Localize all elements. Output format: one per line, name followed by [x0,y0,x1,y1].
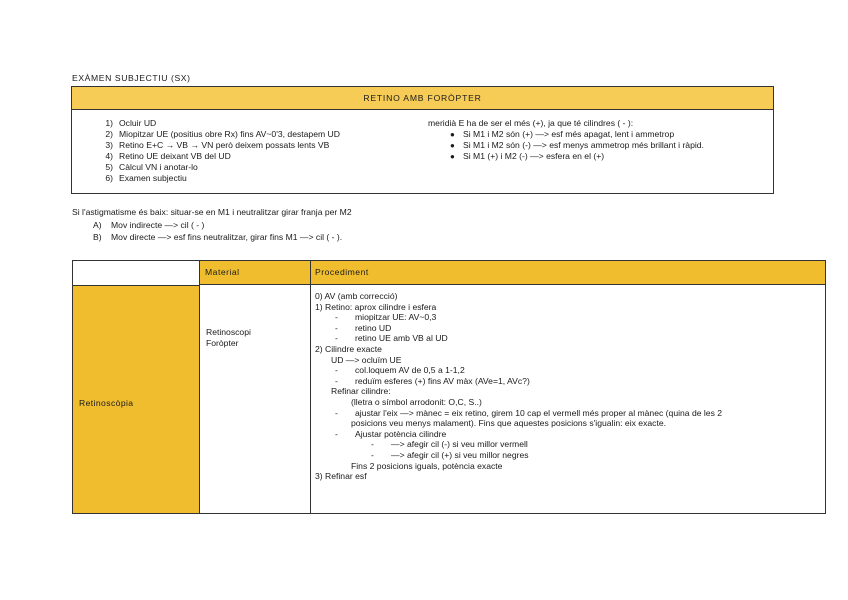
procedure-line: - miopitzar UE: AV~0,3 [335,312,437,323]
list-item: ● Si M1 (+) i M2 (-) —> esfera en el (+) [450,151,605,161]
table-corner [73,261,199,285]
page-heading: EXÀMEN SUBJECTIU (SX) [72,73,191,83]
procedure-line: - Ajustar potència cilindre [335,428,447,439]
material-item: Foròpter [206,338,239,348]
list-item: 6) Examen subjectiu [105,173,187,183]
list-item: ● Si M1 i M2 són (-) —> esf menys ammetrop més brillant i ràpid. [450,140,704,150]
row-label-cell [73,285,199,513]
header-material: Material [199,261,310,285]
list-item: 1) Ocluir UD [105,118,157,128]
procedure-line: UD —> ocluïm UE [331,354,402,365]
procedure-line: - retino UD [335,322,392,333]
procedure-line: - ajustar l'eix —> mànec = eix retino, girem 10 cap el vermell més proper al mànec (quina de les 2 [335,407,723,418]
astigmatism-options [93,220,342,243]
steps-list [96,118,340,184]
procedure-line: - —> afegir cil (-) si veu millor vermell [371,439,528,450]
list-item: 5) Càlcul VN i anotar-lo [105,162,198,172]
material-cell [199,285,310,513]
procedure-line: - retino UE amb VB al UD [335,333,448,344]
procedure-line: 2) Cilindre exacte [315,343,382,354]
meridian-notes [428,118,704,162]
procedure-line: posicions veu menys malament). Fins que aquestes posicions s'igualin: eix exacte. [351,418,666,429]
retino-foropter-box [71,86,774,194]
procedure-line: 3) Refinar esf [315,471,367,482]
procedure-line: - —> afegir cil (+) si veu millor negres [371,449,529,460]
list-item: A) Mov indirecte —> cil ( - ) [93,220,205,230]
header-procediment: Procediment [310,261,825,285]
astigmatism-note: Si l'astigmatisme és baix: situar-se en M1 i neutralitzar girar franja per M2 [72,207,352,217]
procedure-line: Fins 2 posicions iguals, potència exacte [351,460,503,471]
box-title: RETINO AMB FORÒPTER [72,87,773,110]
list-item: B) Mov directe —> esf fins neutralitzar, girar fins M1 —> cil ( - ). [93,231,343,242]
list-item: 4) Retino UE deixant VB del UD [105,151,231,161]
procedure-table [72,260,826,514]
list-item: ● Si M1 i M2 són (+) —> esf més apagat, lent i ammetrop [450,129,675,139]
list-item: 3) Retino E+C → VB → VN però deixem possats lents VB [105,140,330,150]
material-item: Retinoscopi [206,327,251,337]
procedure-line: - reduïm esferes (+) fins AV màx (AVe=1, AVc?) [335,375,530,386]
meridian-intro: meridià E ha de ser el més (+), ja que té cilindres ( - ): [428,118,634,128]
procedure-line: (lletra o símbol arrodonit: O,C, S..) [351,396,482,407]
list-item: 2) Miopitzar UE (positius obre Rx) fins AV~0'3, destapem UD [105,129,340,139]
procediment-cell [310,285,825,513]
row-label: Retinoscòpia [79,398,134,408]
procedure-line: 1) Retino: aprox cilindre i esfera [315,301,437,312]
procedure-line: - col.loquem AV de 0,5 a 1-1,2 [335,365,465,376]
procedure-line: 0) AV (amb correcció) [315,291,398,301]
procedure-line: Refinar cilindre: [331,386,391,397]
